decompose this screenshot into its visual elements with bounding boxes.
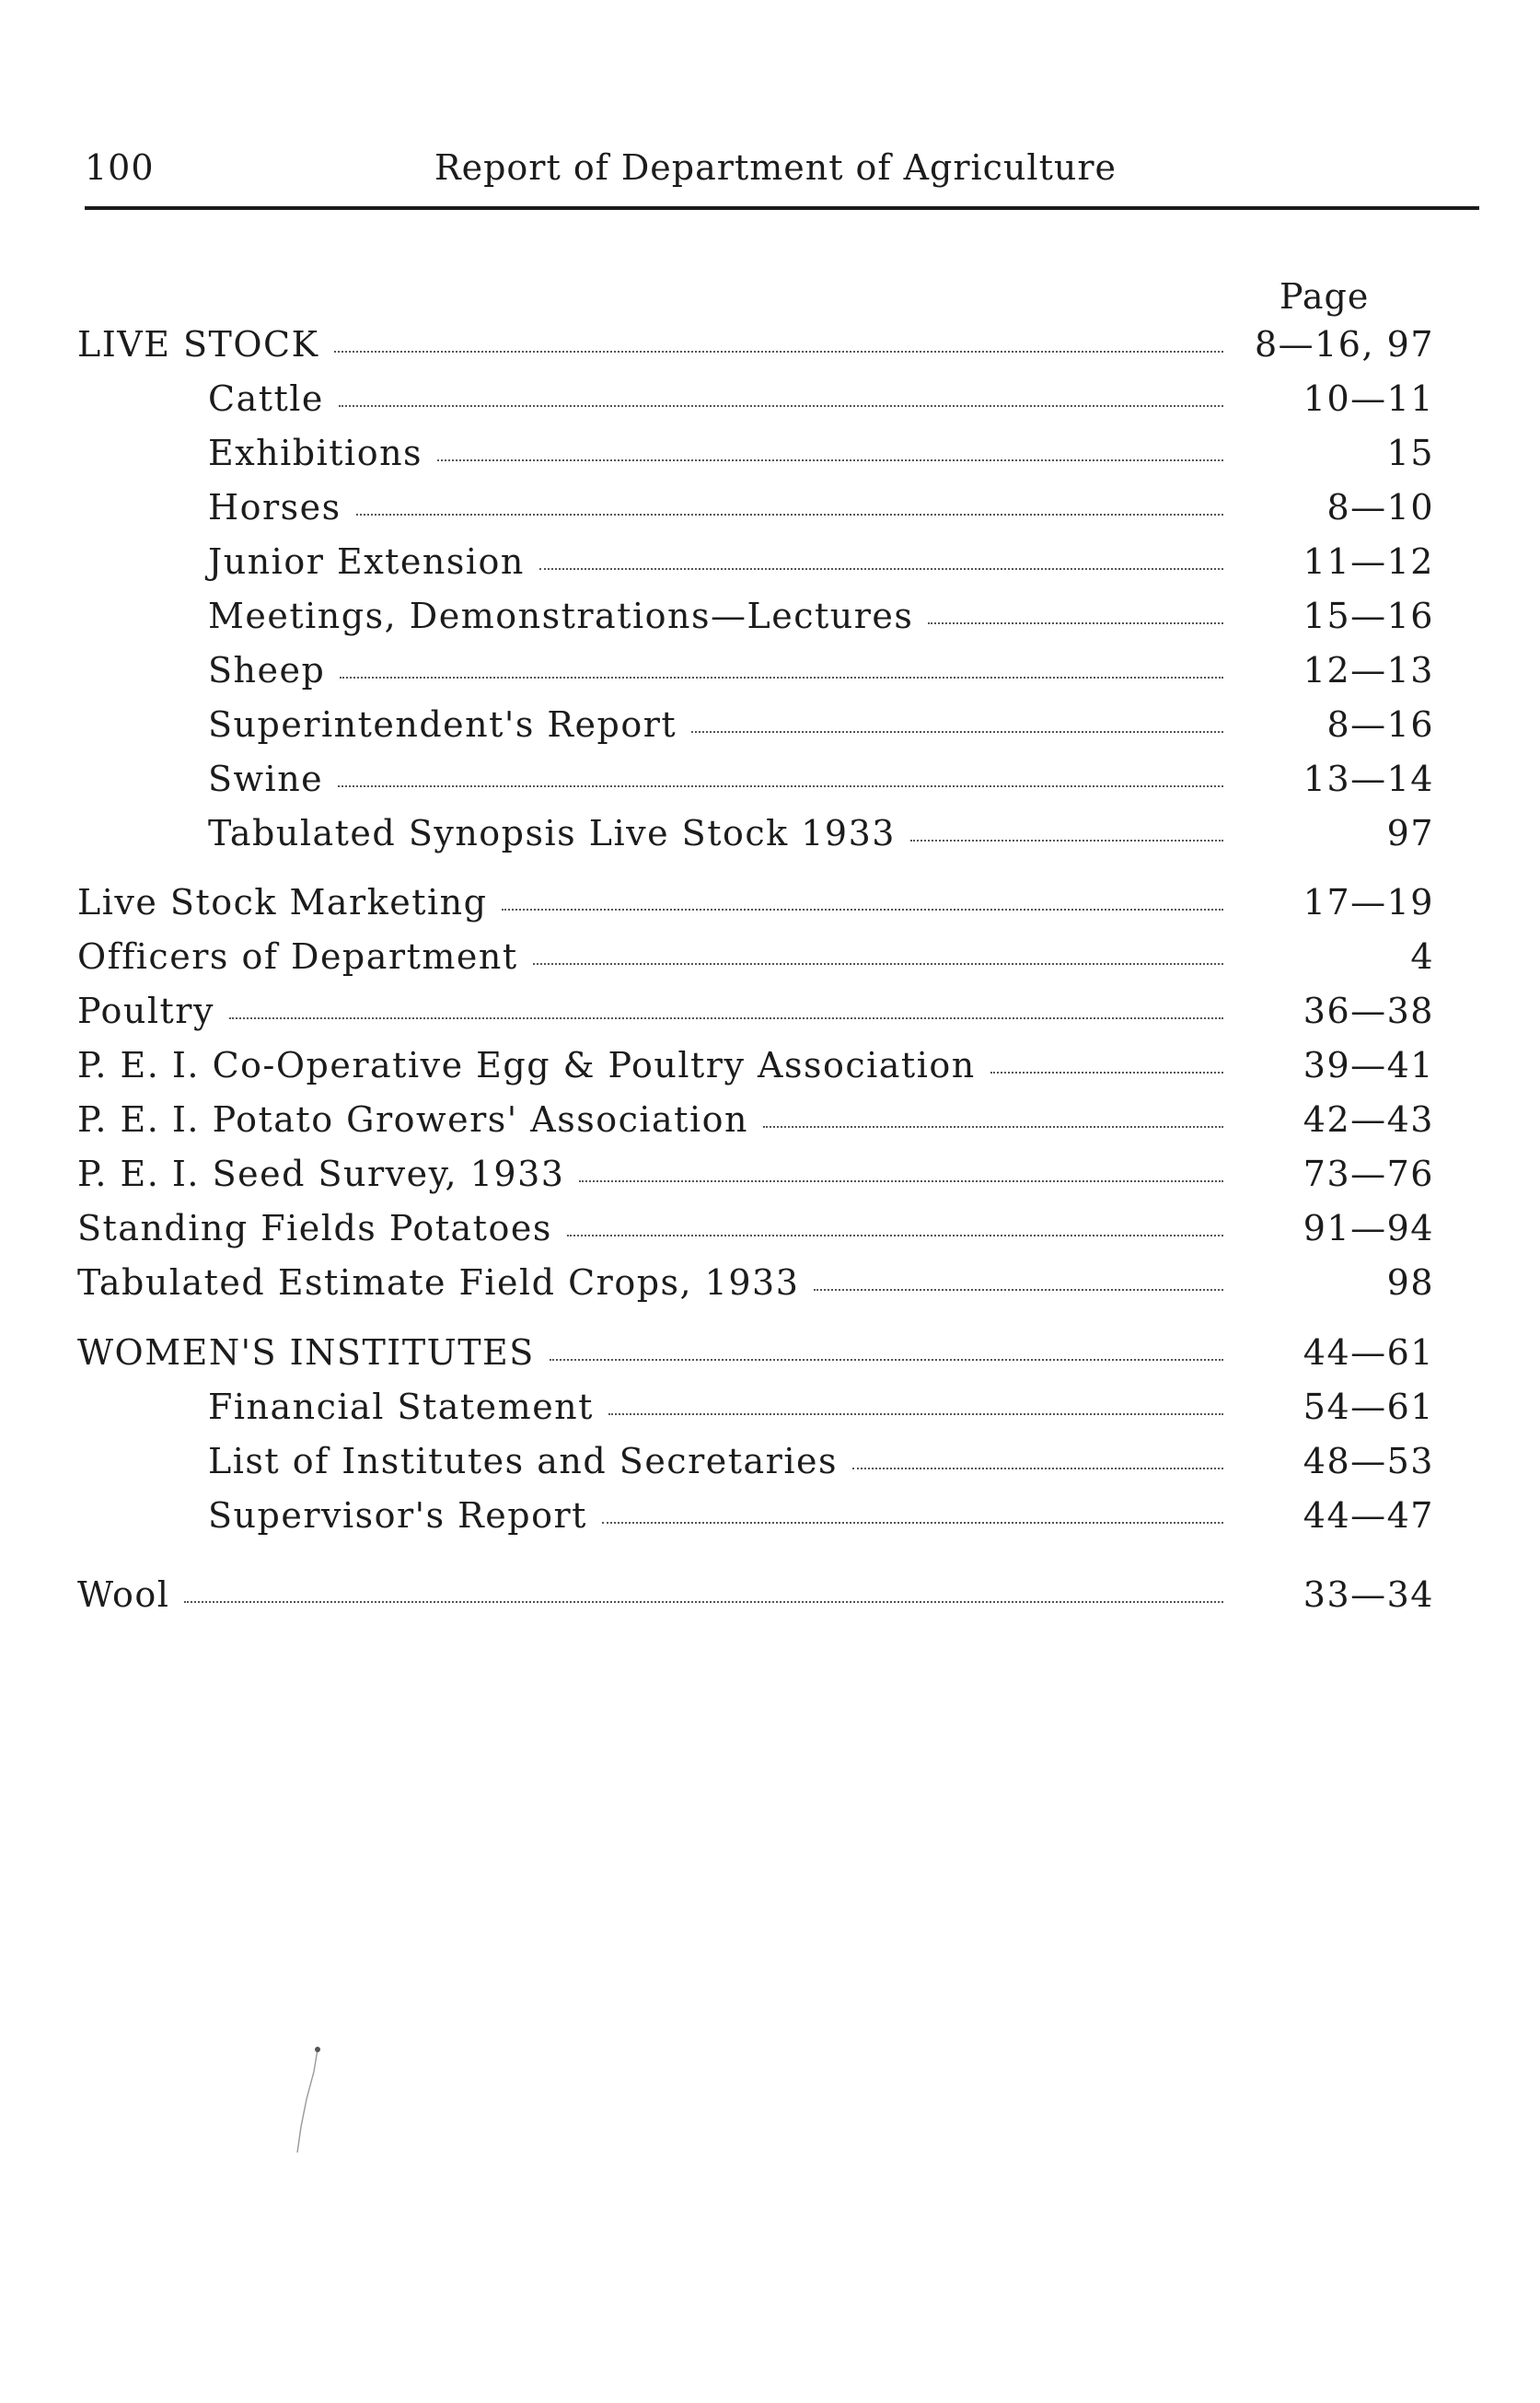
index-entry [77,1208,1434,1252]
entry-label: WOMEN'S INSTITUTES [77,1332,535,1373]
entry-label: List of Institutes and Secretaries [208,1441,838,1481]
entry-label: Poultry [77,991,214,1031]
entry-label: P. E. I. Co-Operative Egg & Poultry Association [77,1045,976,1085]
index-entry [208,433,1434,477]
index-entry [77,882,1434,926]
entry-label: Junior Extension [208,541,525,582]
dot-leader [928,622,1223,624]
index-entry [77,936,1434,981]
index-entry [208,650,1434,694]
dot-leader [910,840,1223,842]
entry-pages: 17—19 [1303,882,1434,923]
entry-label: P. E. I. Potato Growers' Association [77,1099,748,1140]
index-entry [208,596,1434,640]
entry-pages: 8—10 [1326,487,1434,528]
entry-pages: 97 [1386,813,1434,853]
entry-pages: 12—13 [1303,650,1434,691]
entry-pages: 98 [1386,1262,1434,1303]
index-entry [208,813,1434,857]
index-entry [77,1154,1434,1198]
index-entry [208,1441,1434,1485]
page-number: 100 [85,147,155,188]
entry-label: Standing Fields Potatoes [77,1208,552,1248]
dot-leader [990,1072,1223,1074]
entry-label: Horses [208,487,342,528]
index-entry [77,1099,1434,1143]
entry-label: LIVE STOCK [77,324,319,365]
entry-label: Wool [77,1574,170,1615]
index-entry [77,1574,1434,1619]
dot-leader [340,677,1223,679]
entry-pages: 54—61 [1303,1387,1434,1427]
entry-label: Cattle [208,378,324,419]
entry-pages: 11—12 [1303,541,1434,582]
index-entry [77,991,1434,1035]
entry-label: Tabulated Estimate Field Crops, 1933 [77,1262,800,1303]
entry-label: Supervisor's Report [208,1495,587,1536]
index-entry [208,704,1434,749]
entry-pages: 4 [1410,936,1434,977]
index-entry [77,1332,1434,1376]
entry-label: Financial Statement [208,1387,594,1427]
dot-leader [539,568,1223,570]
entry-label: Officers of Department [77,936,518,977]
page-column-label: Page [1279,276,1370,317]
entry-pages: 48—53 [1303,1441,1434,1481]
entry-label: Swine [208,759,324,799]
page-header [85,147,1479,203]
entry-pages: 10—11 [1303,378,1434,419]
dot-leader [608,1413,1223,1415]
entry-pages: 42—43 [1303,1099,1434,1140]
dot-leader [691,731,1223,733]
index-entry [208,759,1434,803]
entry-pages: 8—16 [1326,704,1434,745]
entry-pages: 73—76 [1303,1154,1434,1194]
dot-leader [338,785,1223,787]
dot-leader [502,909,1223,911]
index-entry [208,541,1434,586]
dot-leader [763,1126,1223,1128]
index-entry [208,487,1434,531]
index-entry [208,378,1434,423]
entry-label: P. E. I. Seed Survey, 1933 [77,1154,565,1194]
dot-leader [567,1235,1223,1236]
index-entry [208,1495,1434,1539]
entry-pages: 13—14 [1303,759,1434,799]
dot-leader [334,351,1223,353]
index-entry [208,1387,1434,1431]
index-entry [77,1262,1434,1306]
dot-leader [339,405,1223,407]
dot-leader [579,1180,1223,1182]
index-entry [77,1045,1434,1089]
dot-leader [533,963,1223,965]
entry-pages: 39—41 [1303,1045,1434,1085]
entry-pages: 33—34 [1303,1574,1434,1615]
entry-pages: 44—47 [1303,1495,1434,1536]
entry-pages: 44—61 [1303,1332,1434,1373]
running-title: Report of Department of Agriculture [434,147,1117,188]
index-entry [77,324,1434,368]
dot-leader [184,1601,1223,1603]
entry-pages: 8—16, 97 [1254,324,1434,365]
entry-label: Live Stock Marketing [77,882,488,923]
entry-pages: 91—94 [1303,1208,1434,1248]
dot-leader [852,1468,1223,1469]
entry-label: Exhibitions [208,433,423,473]
dot-leader [229,1017,1223,1019]
dot-leader [437,459,1223,461]
dot-leader [550,1359,1223,1361]
dot-leader [356,514,1223,516]
entry-pages: 15—16 [1303,596,1434,636]
entry-label: Meetings, Demonstrations—Lectures [208,596,914,636]
pencil-mark [290,2044,327,2173]
entry-label: Tabulated Synopsis Live Stock 1933 [208,813,896,853]
entry-pages: 36—38 [1303,991,1434,1031]
dot-leader [602,1522,1223,1524]
dot-leader [814,1289,1223,1291]
entry-pages: 15 [1386,433,1434,473]
header-rule [85,206,1479,210]
entry-label: Sheep [208,650,326,691]
entry-label: Superintendent's Report [208,704,677,745]
